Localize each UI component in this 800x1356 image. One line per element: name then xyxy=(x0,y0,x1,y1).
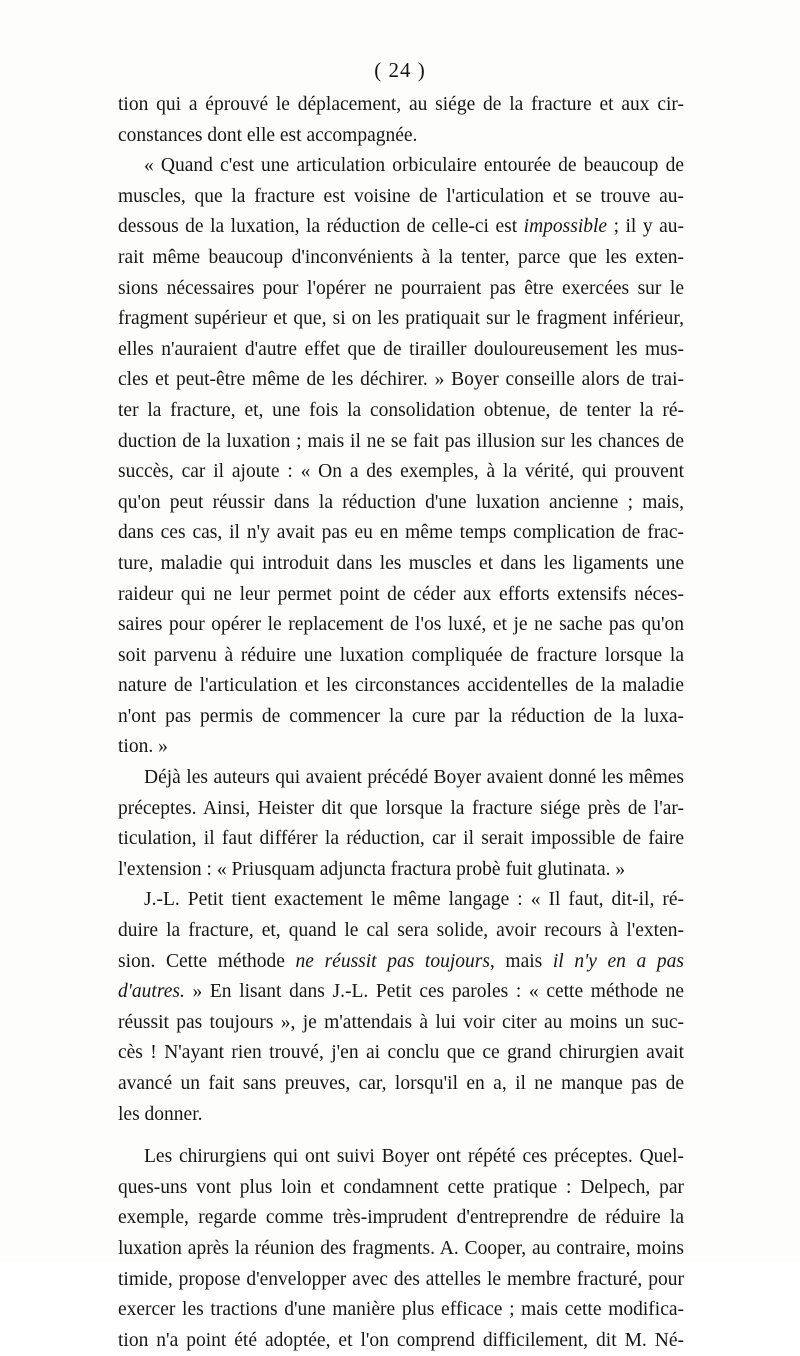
text-line: muscles, que la fracture est voisine de l'articulation et se trouve au- xyxy=(118,185,684,207)
text-line: sion. Cette méthode ne réussit pas toujours, mais il n'y en a pas xyxy=(118,950,685,972)
text-line: avancé un fait sans preuves, car, lorsqu'il en a, il ne manque pas de xyxy=(118,1073,684,1094)
text-line: Les chirurgiens qui ont suivi Boyer ont répété ces préceptes. Quel- xyxy=(144,1146,684,1168)
text-line: constances dont elle est accompagnée. xyxy=(118,124,418,146)
text-line: timide, propose d'envelopper avec des attelles le membre fracturé, pour xyxy=(118,1268,684,1290)
text-line: succès, car il ajoute : « On a des exemples, à la vérité, qui prouvent xyxy=(118,461,684,483)
text-line: ter la fracture, et, une fois la consolidation obtenue, de tenter la ré- xyxy=(118,399,684,421)
text-line: rait même beaucoup d'inconvénients à la tenter, parce que les exten- xyxy=(118,246,684,268)
text-line: cès ! N'ayant rien trouvé, j'en ai conclu que ce grand chirurgien avait xyxy=(118,1042,684,1064)
text-line: « Quand c'est une articulation orbiculaire entourée de beaucoup de xyxy=(144,155,684,177)
page-number: ( 24 ) xyxy=(374,58,426,82)
text-line: l'extension : « Priusquam adjuncta fractura probè fuit glutinata. » xyxy=(118,858,626,880)
text-line: ques-uns vont plus loin et condamnent cette pratique : Delpech, par xyxy=(118,1176,684,1198)
text-line: raideur qui ne leur permet point de céder aux efforts extensifs néces- xyxy=(118,583,684,605)
text-line: ture, maladie qui introduit dans les muscles et dans les ligaments une xyxy=(118,552,684,574)
text-line: réussit pas toujours », je m'attendais à lui voir citer au moins un suc- xyxy=(118,1011,684,1033)
text-line: nature de l'articulation et les circonstances accidentelles de la maladie xyxy=(118,675,684,697)
text-line: soit parvenu à réduire une luxation compliquée de fracture lorsque la xyxy=(118,644,684,666)
text-line: n'ont pas permis de commencer la cure par la réduction de la luxa- xyxy=(118,705,684,727)
text-line: tion n'a point été adoptée, et l'on comprend difficilement, dit M. Né- xyxy=(118,1329,684,1351)
text-line: saires pour opérer le replacement de l'os luxé, et je ne sache pas qu'on xyxy=(118,614,684,636)
text-line: les donner. xyxy=(118,1103,203,1125)
text-line: préceptes. Ainsi, Heister dit que lorsque la fracture siége près de l'ar- xyxy=(118,797,684,819)
text-line: duire la fracture, et, quand le cal sera solide, avoir recours à l'exten- xyxy=(118,920,684,942)
text-line: elles n'auraient d'autre effet que de tirailler douloureusement les mus- xyxy=(118,338,684,360)
text-line: fragment supérieur et que, si on les pratiquait sur le fragment inférieur, xyxy=(118,308,684,330)
text-line: cles et peut-être même de les déchirer. » Boyer conseille alors de trai- xyxy=(118,369,684,391)
text-line: Déjà les auteurs qui avaient précédé Boyer avaient donné les mêmes xyxy=(144,767,684,789)
text-line: exercer les tractions d'une manière plus efficace ; mais cette modifica- xyxy=(118,1299,684,1321)
text-line: tion qui a éprouvé le déplacement, au siége de la fracture et aux cir- xyxy=(118,94,684,115)
text-line: J.-L. Petit tient exactement le même langage : « Il faut, dit-il, ré- xyxy=(144,889,684,911)
text-line: dans ces cas, il n'y avait pas eu en même temps complication de frac- xyxy=(118,522,684,544)
text-line: luxation après la réunion des fragments. A. Cooper, au contraire, moins xyxy=(118,1237,684,1259)
text-line: exemple, regarde comme très-imprudent d'entreprendre de réduire la xyxy=(118,1207,684,1229)
text-line: tion. » xyxy=(118,736,168,758)
text-line: dessous de la luxation, la réduction de celle-ci est impossible ; il y au- xyxy=(118,216,685,238)
body-text xyxy=(118,90,684,1356)
text-line: qu'on peut réussir dans la réduction d'une luxation ancienne ; mais, xyxy=(118,491,684,513)
text-line: duction de la luxation ; mais il ne se fait pas illusion sur les chances de xyxy=(118,430,684,452)
text-line: sions nécessaires pour l'opérer ne pourraient pas être exercées sur le xyxy=(118,277,684,299)
text-line: d'autres. » En lisant dans J.-L. Petit ces paroles : « cette méthode ne xyxy=(118,981,684,1003)
text-line: ticulation, il faut différer la réduction, car il serait impossible de faire xyxy=(118,828,684,850)
